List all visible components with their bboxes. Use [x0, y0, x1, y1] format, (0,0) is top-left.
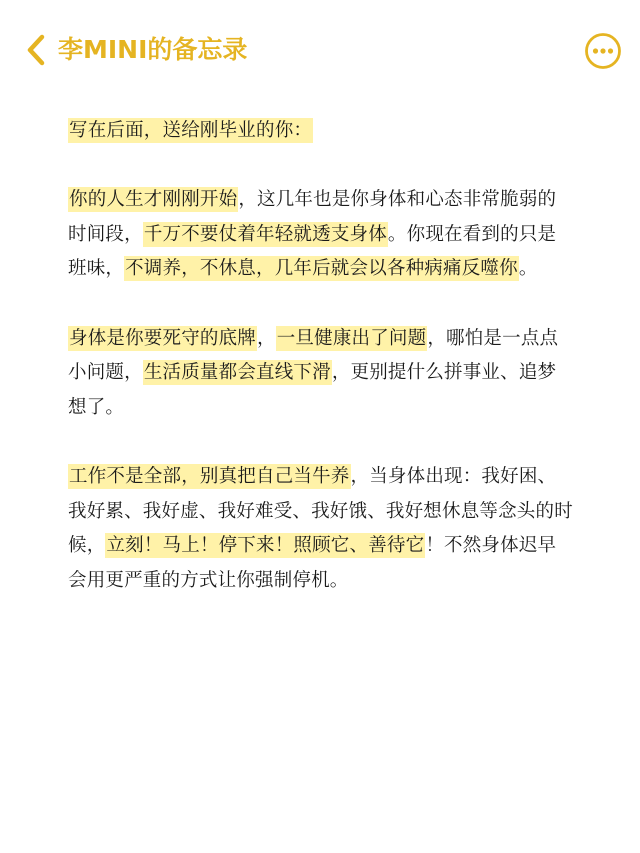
highlighted-text: 你的人生才刚刚开始 [69, 189, 238, 211]
text-segment: ，更别提什么拼事业、追梦想了。 [68, 362, 557, 418]
highlighted-text: 千万不要仗着年轻就透支身体 [143, 223, 387, 245]
more-horizontal-circle-icon [584, 32, 622, 70]
highlighted-text: 工作不是全部，别真把自己当牛养 [69, 465, 350, 487]
text-segment: ，当身体出现：我好困、我好累、我好虚、我好难受、我好饿、我好想休息等念头的时候， [68, 465, 573, 557]
back-button[interactable] [16, 30, 56, 70]
text-segment: 。你现在看到的只是班味， [68, 223, 557, 280]
chevron-left-icon [25, 34, 47, 66]
nav-bar [0, 0, 640, 100]
more-options-button[interactable] [584, 32, 622, 70]
highlighted-text: 写在后面，送给刚毕业的你： [69, 120, 313, 141]
note-body[interactable] [68, 114, 574, 598]
text-segment: 。 [518, 258, 538, 280]
note-paragraph [68, 114, 574, 149]
highlighted-text: 一旦健康出了问题 [276, 327, 427, 349]
note-paragraph [68, 322, 574, 426]
text-segment: ， [257, 327, 276, 349]
text-segment: ，这几年也是你身体和心态非常脆弱的时间段， [68, 189, 557, 245]
note-title: 李MINI的备忘录 [58, 35, 248, 64]
highlighted-text: 立刻！马上！停下来！照顾它、善待它 [106, 535, 425, 557]
highlighted-text: 身体是你要死守的底牌 [69, 327, 257, 349]
highlighted-text: 不调养，不休息，几年后就会以各种病痛反噬你 [125, 258, 518, 280]
note-paragraph [68, 460, 574, 598]
highlighted-text: 生活质量都会直线下滑 [143, 362, 331, 384]
text-segment: ，哪怕是一点点小问题， [68, 327, 559, 384]
text-segment: ！不然身体迟早会用更严重的方式让你强制停机。 [68, 535, 557, 591]
note-paragraph [68, 183, 574, 287]
